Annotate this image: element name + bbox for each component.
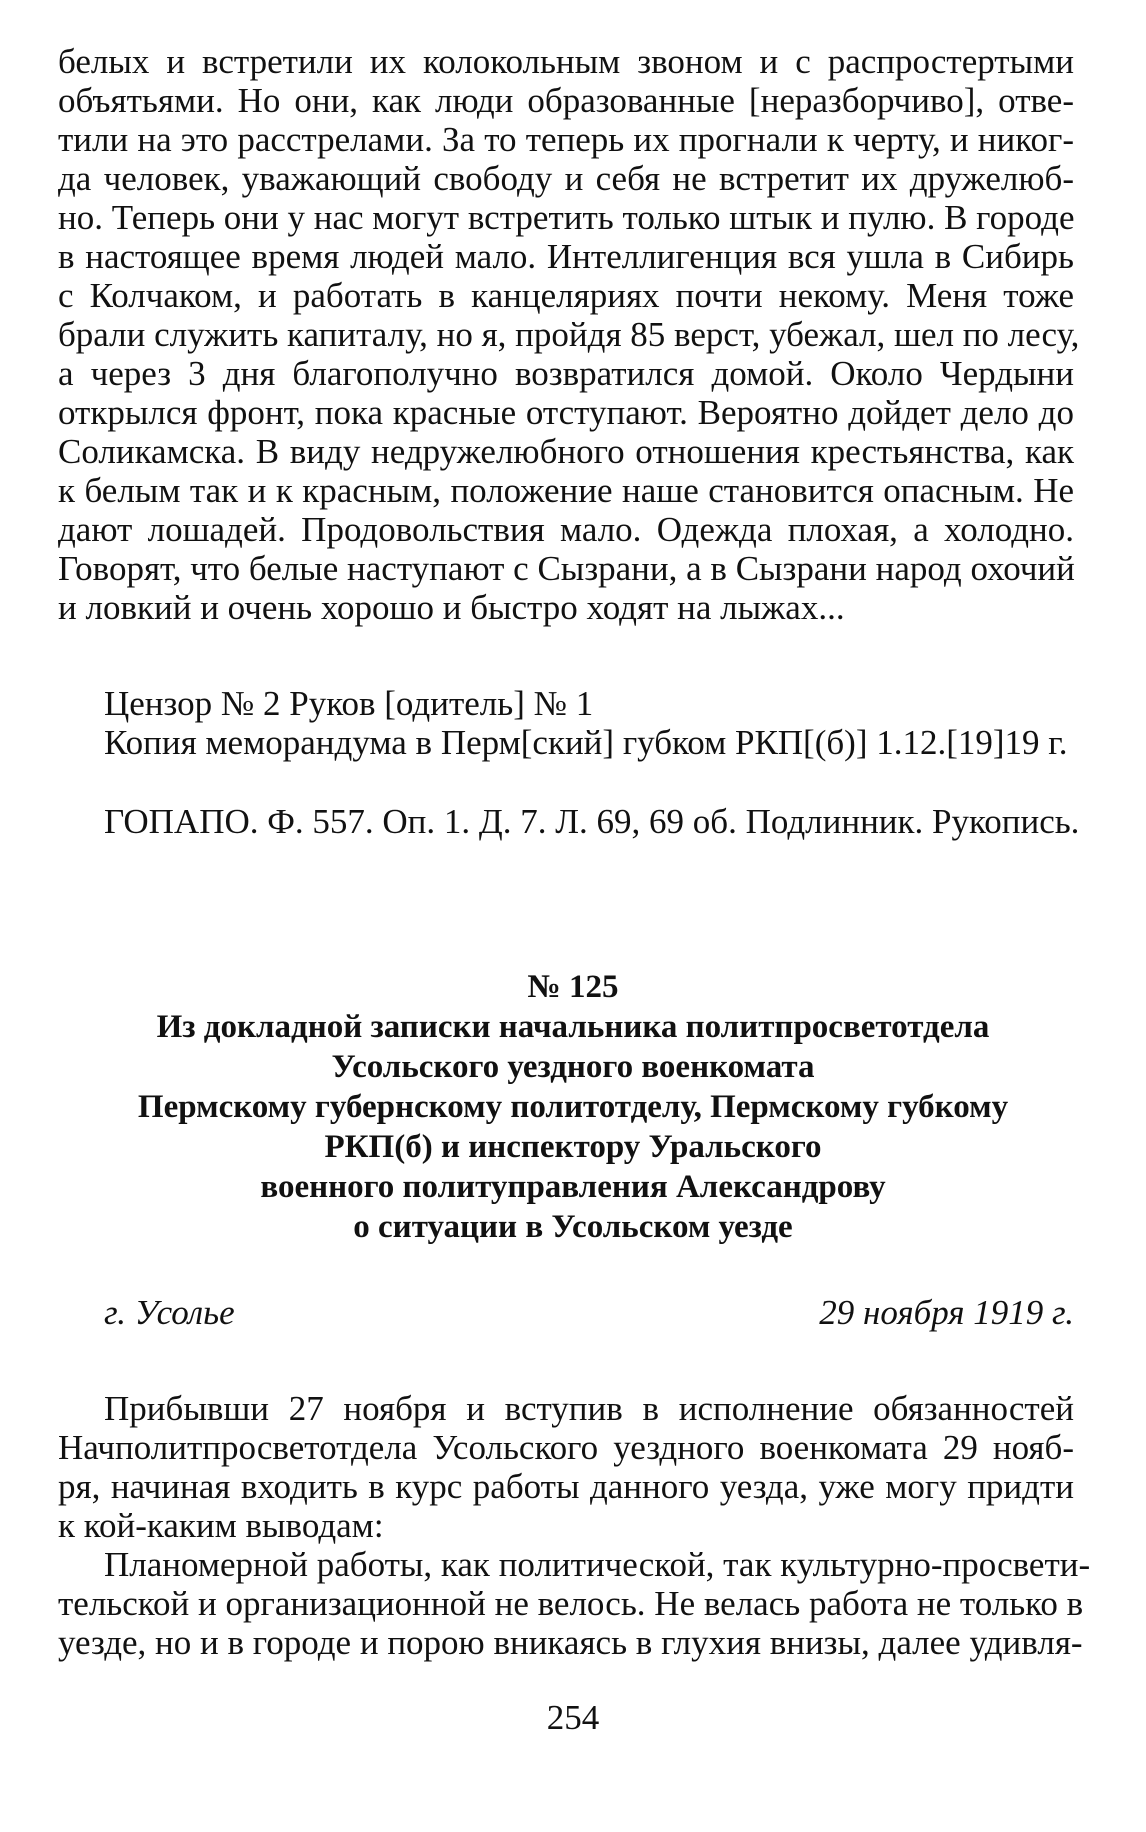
document-title-line: Пермскому губернскому политотделу, Пермскому губкому <box>137 1089 1009 1125</box>
text-line: брали служить капиталу, но я, пройдя 85 верст, убежал, шел по лесу, <box>58 315 1080 354</box>
text-line: Прибывши 27 ноября и вступив в исполнение обязанностей <box>104 1389 1074 1428</box>
text-line: тельской и организационной не велось. Не велась работа не только в <box>58 1584 1084 1623</box>
document-number: № 125 <box>527 969 619 1005</box>
censor-note: Цензор № 2 Руков [одитель] № 1 <box>104 684 594 723</box>
text-line: открылся фронт, пока красные отступают. Вероятно дойдет дело до <box>58 393 1074 432</box>
text-line: дают лошадей. Продовольствия мало. Одежда плохая, а холодно. <box>58 510 1074 549</box>
text-line: с Колчаком, и работать в канцеляриях почти некому. Меня тоже <box>58 276 1074 315</box>
archive-reference: ГОПАПО. Ф. 557. Оп. 1. Д. 7. Л. 69, 69 об. Подлинник. Рукопись. <box>104 802 1080 841</box>
text-line: уезде, но и в городе и порою вникаясь в глухия внизы, далее удивля- <box>58 1623 1083 1662</box>
text-line: и ловкий и очень хорошо и быстро ходят на лыжах... <box>58 588 845 627</box>
document-title-line: РКП(б) и инспектору Уральского <box>324 1129 822 1165</box>
text-line: Соликамска. В виду недружелюбного отношения крестьянства, как <box>58 432 1074 471</box>
text-line: но. Теперь они у нас могут встретить только штык и пулю. В городе <box>58 198 1075 237</box>
document-place: г. Усолье <box>104 1293 235 1332</box>
text-line: белых и встретили их колокольным звоном и с распростертыми <box>58 42 1074 81</box>
document-title-line: Из докладной записки начальника политпросветотдела <box>156 1009 990 1045</box>
page-number: 254 <box>546 1698 600 1737</box>
text-line: к белым так и к красным, положение наше становится опасным. Не <box>58 471 1074 510</box>
text-line: Говорят, что белые наступают с Сызрани, а в Сызрани народ охочий <box>58 549 1075 588</box>
text-line: Начполитпросветотдела Усольского уездного военкомата 29 нояб- <box>58 1428 1074 1467</box>
text-line: ря, начиная входить в курс работы данного уезда, уже могу придти <box>58 1467 1074 1506</box>
text-line: тили на это расстрелами. За то теперь их прогнали к черту, и никог- <box>58 120 1074 159</box>
document-date: 29 ноября 1919 г. <box>819 1293 1074 1332</box>
document-title-line: Усольского уездного военкомата <box>331 1049 815 1085</box>
text-line: объятьями. Но они, как люди образованные [неразборчиво], отве- <box>58 81 1074 120</box>
memo-note: Копия меморандума в Перм[ский] губком РКП[(б)] 1.12.[19]19 г. <box>104 723 1068 762</box>
text-line: да человек, уважающий свободу и себя не встретит их дружелюб- <box>58 159 1074 198</box>
document-title-line: военного политуправления Александрову <box>260 1169 886 1205</box>
text-line: в настоящее время людей мало. Интеллигенция вся ушла в Сибирь <box>58 237 1074 276</box>
text-line: а через 3 дня благополучно возвратился домой. Около Чердыни <box>58 354 1074 393</box>
document-title-line: о ситуации в Усольском уезде <box>353 1209 793 1245</box>
text-line: к кой-каким выводам: <box>58 1506 384 1545</box>
text-line: Планомерной работы, как политической, так культурно-просвети- <box>104 1545 1091 1584</box>
